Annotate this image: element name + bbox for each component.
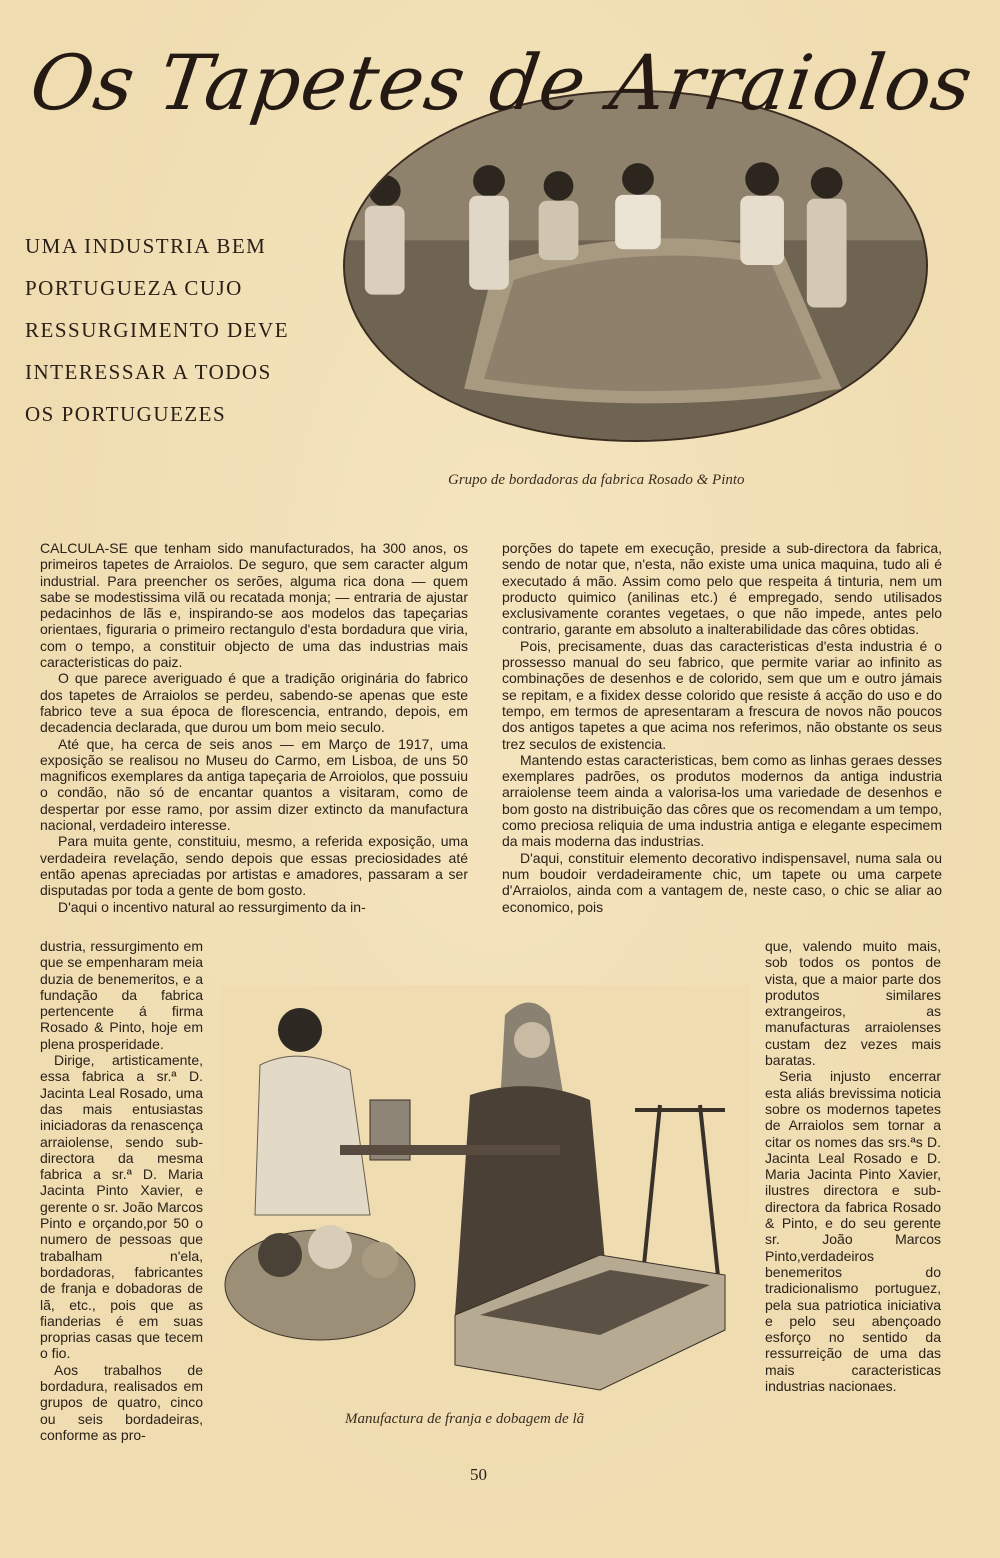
paragraph: Dirige, artisticamente, essa fabrica a sr.ª D. Jacinta Leal Rosado, uma das mais entusiastas iniciadoras da renascença arraiolense, sendo sub-directora da mesma fabrica a sr.ª D. Maria Jacinta Pinto Xavier, e gerente o sr. João Marcos Pinto e orçando,por 50 o numero de pessoas que trabalham n'ela, bordadoras, fabricantes de franja e dobadoras de lã, etc., pois que as fianderias é em suas proprias casas que tecem o fio. — [40, 1052, 203, 1362]
paragraph: D'aqui, constituir elemento decorativo indispensavel, numa sala ou num boudoir verdadeiramente chic, um tapete ou uma carpete d'Arraiolos, ainda com a vantagem de, neste caso, o chic se aliar ao economico, pois — [502, 849, 942, 915]
subtitle-line: RESSURGIMENTO DEVE — [25, 318, 290, 342]
subtitle-line: OS PORTUGUEZES — [25, 402, 227, 426]
bottom-photo-caption: Manufactura de franja e dobagem de lã — [345, 1411, 585, 1427]
paragraph: Mantendo estas caracteristicas, bem como as linhas geraes desses exemplares padrões, os produtos modernos da antiga industria arraiolense teem ainda a valorisa-los uma variedade de desenhos e bom gosto na distribuição das côres que os recomendam a um tempo, como preciosa reliquia de uma industria antiga e elegante especimem da mais moderna das industrias. — [502, 751, 942, 850]
photo-illustration — [220, 985, 750, 1400]
paragraph: dustria, ressurgimento em que se empenharam meia duzia de benemeritos, e a fundação da fabrica pertencente á firma Rosado & Pinto, hoje em plena prosperidade. — [40, 938, 203, 1052]
article-column-narrow-right — [765, 938, 941, 1394]
paragraph: porções do tapete em execução, preside a sub-directora da fabrica, sendo de notar que, n'esta, não existe uma unica maquina, tudo ali é executado á mão. Assim como pelo que respeita á tinturia, nem um producto quimico (anilinas etc.) é empregado, sendo utilisados exclusivamente corantes vegetaes, o que não impede, antes pelo contrario, garante em absoluto a inalterabilidade das côres obtidas. — [502, 540, 942, 638]
fringe-making-photo — [220, 985, 750, 1400]
article-column-narrow-left — [40, 938, 203, 1443]
paragraph: O que parece averiguado é que a tradição originária do fabrico dos tapetes de Arraiolos se perdeu, sabendo-se apenas que este fabrico teve a sua época de florescencia, entrando, depois, em decadencia declarada, que durou um bom meio seculo. — [40, 670, 468, 736]
paragraph: CALCULA-SE que tenham sido manufacturados, ha 300 anos, os primeiros tapetes de Arraiolos. De seguro, que sem caracter algum industrial. Para preencher os serões, alguma rica dona — quem sabe se modestissima vilã ou recatada monja; — entraria de ajustar pedacinhos de lãs e, inspirando-se aos modelos das tapeçarias orientaes, figuraria o primeiro rectangulo d'esta bordadura que viria, com o tempo, a constituir objecto de uma das industrias mais caracteristicas do paiz. — [40, 540, 468, 671]
subtitle-line: INTERESSAR A TODOS — [25, 360, 272, 384]
article-column-left — [40, 540, 468, 915]
article-column-right — [502, 540, 942, 915]
paragraph: Aos trabalhos de bordadura, realisados em grupos de quatro, cinco ou seis bordadeiras, conforme as pro- — [40, 1361, 203, 1443]
paragraph: Até que, ha cerca de seis anos — em Março de 1917, uma exposição se realisou no Museu do Carmo, em Lisboa, de uns 50 magnificos exemplares da antiga tapeçaria de Arroiolos, que possuiu o condão, não só de encantar quantos a visitaram, como de despertar por esse ramo, por assim dizer extincto da manufactura nacional, verdadeiro interesse. — [40, 735, 468, 834]
subtitle-line: PORTUGUEZA CUJO — [25, 276, 243, 300]
paragraph: que, valendo muito mais, sob todos os pontos de vista, que a maior parte dos produtos similares extrangeiros, as manufacturas arraiolenses custam dez vezes mais baratas. — [765, 938, 941, 1069]
paragraph: D'aqui o incentivo natural ao ressurgimento da in- — [58, 898, 366, 915]
subtitle-line: UMA INDUSTRIA BEM — [25, 234, 267, 258]
paragraph: Para muita gente, constituiu, mesmo, a referida exposição, uma verdadeira revelação, sendo depois que essas preciosidades até então apenas apreciadas por artistas e amadores, passaram a ser disputadas por toda a gente de bom gosto. — [40, 833, 468, 899]
article-subtitle — [25, 225, 325, 435]
article-title: Os Tapetes de Arraiolos — [25, 38, 979, 127]
page-number: 50 — [470, 1465, 487, 1484]
paragraph: Pois, precisamente, duas das caracteristicas d'esta industria é o prossesso manual do seu fabrico, que permite variar ao infinito as combinações de desenhos e de colorido, sem que um e outro jámais se repitam, e a fixidex desse colorido que resiste á acção do uso e do tempo, em termos de apresentaram a frescura de novos não poucos dos antigos tapetes a que acima nos referimos, não obstante os seus trez seculos de existencia. — [502, 637, 942, 752]
top-photo-caption: Grupo de bordadoras da fabrica Rosado & Pinto — [448, 472, 745, 488]
paragraph: Seria injusto encerrar esta aliás brevissima noticia sobre os modernos tapetes de Arraiolos sem tornar a citar os nomes das srs.ªs D. Jacinta Leal Rosado e D. Maria Jacinta Pinto Xavier, ilustres directora e sub-directora da fabrica Rosado & Pinto, e do seu gerente sr. João Marcos Pinto,verdadeiros benemeritos do tradicionalismo portuguez, pela sua patriotica iniciativa e pelo seu abençoado esforço no sentido da ressurreição de uma das mais caracteristicas industrias nacionaes. — [765, 1068, 941, 1395]
